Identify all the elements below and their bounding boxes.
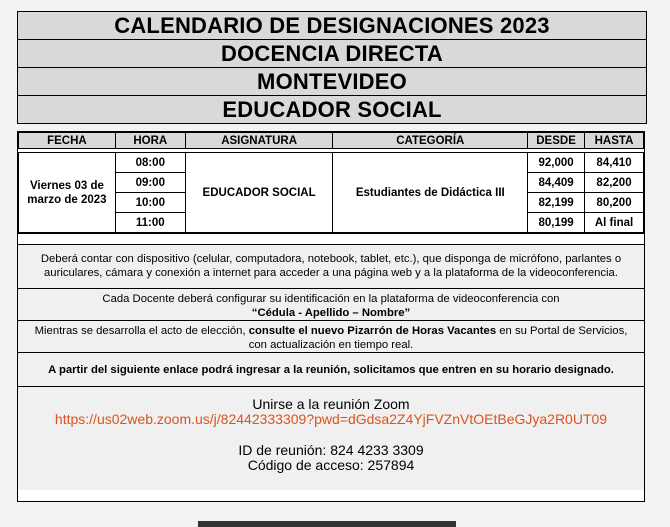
zoom-title: Unirse a la reunión Zoom <box>252 396 410 412</box>
title-line-2: DOCENCIA DIRECTA <box>18 40 646 68</box>
gap <box>18 233 644 244</box>
zoom-meeting-link[interactable]: https://us02web.zoom.us/j/82442333309?pwd=dGdsa2Z4YjFVZnVtOEtBeGJya2R0UT09 <box>54 411 608 427</box>
desde-cell: 82,199 <box>528 193 585 213</box>
hora-cell: 10:00 <box>115 193 185 213</box>
identity-note <box>18 288 644 320</box>
table-header-row <box>19 133 644 149</box>
col-hora: HORA <box>115 133 185 149</box>
desde-cell: 80,199 <box>528 213 585 233</box>
asignatura-cell: EDUCADOR SOCIAL <box>185 153 333 233</box>
hasta-cell: 80,200 <box>585 193 644 213</box>
pizarron-note <box>18 320 644 352</box>
col-categoria: CATEGORÍA <box>333 133 528 149</box>
hora-cell: 08:00 <box>115 153 185 173</box>
hasta-cell: 82,200 <box>585 173 644 193</box>
hora-cell: 09:00 <box>115 173 185 193</box>
hasta-cell: Al final <box>585 213 644 233</box>
identity-format: “Cédula - Apellido – Nombre” <box>251 307 411 319</box>
device-requirements-note: Deberá contar con dispositivo (celular, computadora, notebook, tablet, etc.), que disponga de micrófono, parlantes o auriculares, cámara y conexión a internet para acceder a una página web y a la plataforma de la videoconferencia. <box>18 244 644 288</box>
col-asignatura: ASIGNATURA <box>185 133 333 149</box>
table-row <box>19 153 644 173</box>
desde-cell: 92,000 <box>528 153 585 173</box>
pizarron-text-post: en su Portal de Servicios, con actualización en tiempo real. <box>248 325 628 351</box>
hasta-cell: 84,410 <box>585 153 644 173</box>
title-line-1: CALENDARIO DE DESIGNACIONES 2023 <box>18 12 646 40</box>
col-desde: DESDE <box>528 133 585 149</box>
title-line-3: MONTEVIDEO <box>18 68 646 96</box>
col-hasta: HASTA <box>585 133 644 149</box>
title-block <box>17 11 647 124</box>
identity-line-1: Cada Docente deberá configurar su identificación en la plataforma de videoconferencia con <box>102 293 560 305</box>
fecha-cell: Viernes 03 de marzo de 2023 <box>19 153 116 233</box>
zoom-meeting-id: ID de reunión: 824 4233 3309 <box>238 442 424 458</box>
title-line-4: EDUCADOR SOCIAL <box>18 96 646 124</box>
zoom-section <box>18 386 644 490</box>
zoom-passcode: Código de acceso: 257894 <box>247 457 415 473</box>
hora-cell: 11:00 <box>115 213 185 233</box>
pizarron-text-bold: consulte el nuevo Pizarrón de Horas Vacantes <box>248 325 497 337</box>
categoria-cell: Estudiantes de Didáctica III <box>333 153 528 233</box>
pizarron-text-pre: Mientras se desarrolla el acto de elección, <box>34 325 249 337</box>
col-fecha: FECHA <box>19 133 116 149</box>
schedule-table <box>18 132 644 233</box>
link-intro-note: A partir del siguiente enlace podrá ingresar a la reunión, solicitamos que entren en su horario designado. <box>18 352 644 386</box>
schedule-block <box>17 131 645 502</box>
scroll-indicator <box>198 521 456 527</box>
desde-cell: 84,409 <box>528 173 585 193</box>
